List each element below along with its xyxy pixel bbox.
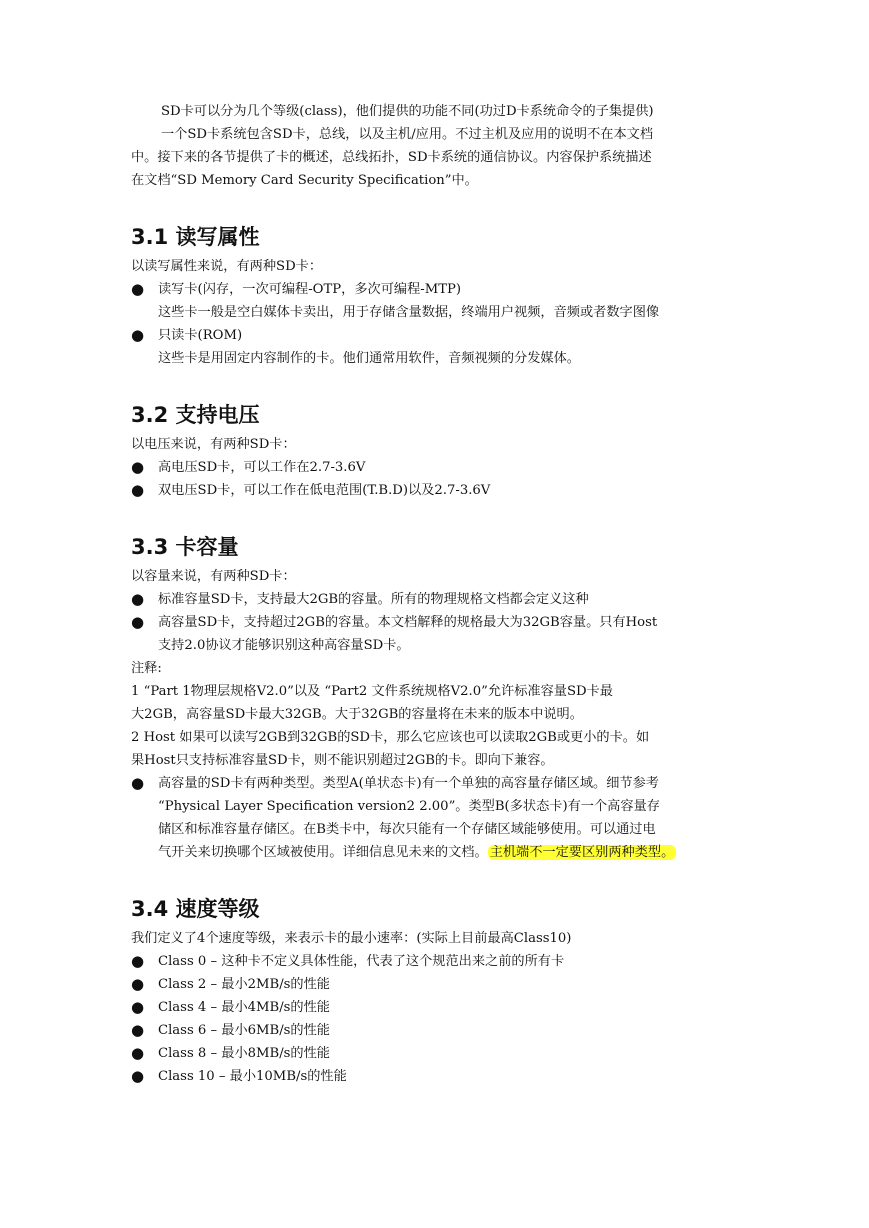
highlighted-text: 主机端不一定要区别两种类型。 [489,845,675,860]
bullet-icon: ● [131,1044,145,1062]
note-1-line-1: 1 “Part 1物理层规格V2.0”以及 “Part2 文件系统规格V2.0”允许标准容量SD卡最 [131,684,613,699]
bullet-icon: ● [131,998,145,1016]
document-page [131,100,741,1088]
section-lead: 以电压来说，有两种SD卡： [131,437,296,452]
speed-class-item [131,950,741,973]
bullet-icon: ● [131,613,145,631]
note-2-line-1: 2 Host 如果可以读写2GB到32GB的SD卡，那么它应该也可以读取2GB或更小的卡。如 [131,730,650,745]
speed-class-text: Class 10 – 最小10MB/s的性能 [158,1069,347,1084]
bullet-text: 高电压SD卡，可以工作在2.7-3.6V [158,460,366,475]
bullet-item [131,456,741,479]
speed-class-item [131,1019,741,1042]
bullet-icon: ● [131,280,145,298]
intro-line-1: SD卡可以分为几个等级(class)，他们提供的功能不同(功过D卡系统命令的子集提供) [161,104,654,119]
bullet-item [131,324,741,347]
speed-class-text: Class 0 – 这种卡不定义具体性能，代表了这个规范出来之前的所有卡 [158,954,565,969]
speed-class-text: Class 8 – 最小8MB/s的性能 [158,1046,330,1061]
bullet-continuation: “Physical Layer Specification version2 2.00”。类型B(多状态卡)有一个高容量存 [158,799,660,814]
bullet-icon: ● [131,952,145,970]
bullet-icon: ● [131,1067,145,1085]
bullet-item [131,479,741,502]
intro-line-3: 中。接下来的各节提供了卡的概述，总线拓扑，SD卡系统的通信协议。内容保护系统描述 [131,150,652,165]
bullet-continuation: 储区和标准容量存储区。在B类卡中，每次只能有一个存储区域能够使用。可以通过电 [158,822,656,837]
speed-class-text: Class 2 – 最小2MB/s的性能 [158,977,330,992]
speed-class-item [131,996,741,1019]
section-heading-3-2: 3.2 支持电压 [131,403,260,427]
bullet-item [131,611,741,634]
bullet-item [131,588,741,611]
section-heading-3-1: 3.1 读写属性 [131,225,260,249]
note-1-line-2: 大2GB，高容量SD卡最大32GB。大于32GB的容量将在未来的版本中说明。 [131,707,583,722]
bullet-icon: ● [131,774,145,792]
bullet-item [131,772,741,795]
bullet-icon: ● [131,590,145,608]
section-lead: 我们定义了4个速度等级，来表示卡的最小速率：(实际上目前最高Class10) [131,931,572,946]
speed-class-item [131,1065,741,1088]
bullet-icon: ● [131,975,145,993]
speed-class-text: Class 4 – 最小4MB/s的性能 [158,1000,330,1015]
bullet-text: 气开关来切换哪个区域被使用。详细信息见未来的文档。 [158,845,488,860]
section-heading-3-4: 3.4 速度等级 [131,897,260,921]
bullet-continuation [131,841,741,864]
speed-class-item [131,1042,741,1065]
bullet-icon: ● [131,458,145,476]
section-lead: 以容量来说，有两种SD卡： [131,569,296,584]
bullet-icon: ● [131,481,145,499]
bullet-icon: ● [131,1021,145,1039]
intro-line-4: 在文档“SD Memory Card Security Specification”中。 [131,173,478,188]
speed-class-item [131,973,741,996]
bullet-text: 读写卡(闪存，一次可编程-OTP，多次可编程-MTP) [158,282,462,297]
bullet-sub-text: 这些卡是用固定内容制作的卡。他们通常用软件，音频视频的分发媒体。 [158,351,580,366]
speed-class-text: Class 6 – 最小6MB/s的性能 [158,1023,330,1038]
section-heading-3-3: 3.3 卡容量 [131,535,239,559]
note-2-line-2: 果Host只支持标准容量SD卡，则不能识别超过2GB的卡。即向下兼容。 [131,753,554,768]
section-lead: 以读写属性来说，有两种SD卡： [131,259,323,274]
intro-line-2: 一个SD卡系统包含SD卡，总线，以及主机/应用。不过主机及应用的说明不在本文档 [161,127,654,142]
bullet-icon: ● [131,326,145,344]
bullet-text: 高容量的SD卡有两种类型。类型A(单状态卡)有一个单独的高容量存储区域。细节参考 [158,776,659,791]
bullet-text: 双电压SD卡，可以工作在低电范围(T.B.D)以及2.7-3.6V [158,483,491,498]
bullet-item [131,278,741,301]
bullet-text: 标准容量SD卡，支持最大2GB的容量。所有的物理规格文档都会定义这种 [158,592,589,607]
bullet-text: 只读卡(ROM) [158,328,243,343]
bullet-continuation: 支持2.0协议才能够识别这种高容量SD卡。 [158,638,410,653]
bullet-sub-text: 这些卡一般是空白媒体卡卖出，用于存储含量数据，终端用户视频，音频或者数字图像 [158,305,660,320]
bullet-text: 高容量SD卡，支持超过2GB的容量。本文档解释的规格最大为32GB容量。只有Host [158,615,658,630]
note-label: 注释: [131,661,162,676]
